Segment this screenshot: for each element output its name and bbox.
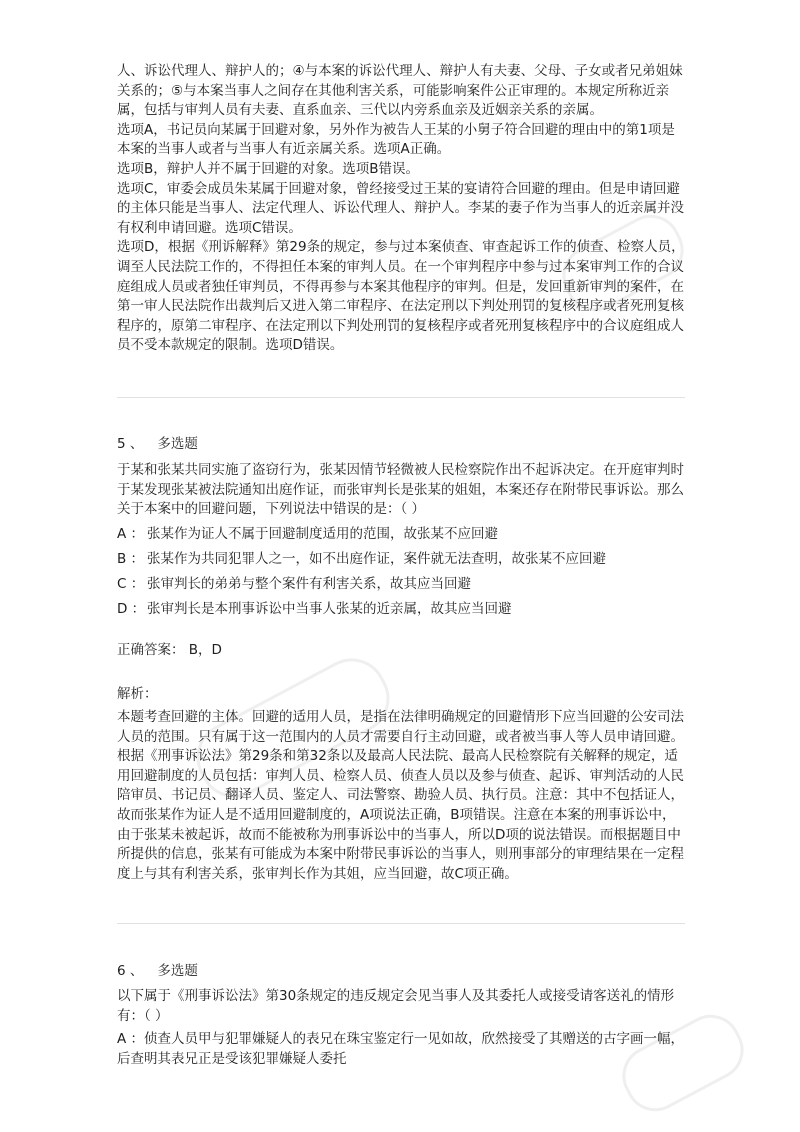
section-divider <box>117 397 685 398</box>
question-number: 6 、 <box>117 963 144 979</box>
answer-label: 正确答案： <box>117 642 185 658</box>
question-5-option-a[interactable] <box>117 524 685 544</box>
question-type: 多选题 <box>157 436 198 452</box>
question-6-option-a[interactable] <box>117 1030 685 1069</box>
previous-analysis <box>117 62 685 356</box>
analysis-paragraph: 选项A，书记员向某属于回避对象，另外作为被告人王某的小舅子符合回避的理由中的第1项是本案的当事人或者与当事人有近亲属关系。选项A正确。 <box>117 121 675 158</box>
option-label: B ： <box>117 551 145 567</box>
question-5-header <box>117 434 198 454</box>
option-label: D ： <box>117 601 146 617</box>
question-5-option-c[interactable] <box>117 574 685 594</box>
option-label: A ： <box>117 526 145 542</box>
answer-value: B，D <box>188 642 222 658</box>
option-label: C ： <box>117 576 145 592</box>
analysis-paragraph: 选项B，辩护人并不属于回避的对象。选项B错误。 <box>117 160 420 177</box>
analysis-paragraph: 人、诉讼代理人、辩护人的；④与本案的诉讼代理人、辩护人有夫妻、父母、子女或者兄弟姐妹关系的；⑤与本案当事人之间存在其他利害关系，可能影响案件公正审理的。本规定所称近亲属，包括与审判人员有夫妻、直系血亲、三代以内旁系血亲及近姻亲关系的亲属。 <box>117 63 683 119</box>
option-text: 张某作为共同犯罪人之一，如不出庭作证，案件就无法查明，故张某不应回避 <box>147 551 606 567</box>
option-text: 张审判长的弟弟与整个案件有利害关系，故其应当回避 <box>147 576 471 592</box>
question-5-stem: 于某和张某共同实施了盗窃行为，张某因情节轻微被人民检察院作出不起诉决定。在开庭审判时于某发现张某被法院通知出庭作证，而张审判长是张某的姐姐，本案还存在附带民事诉讼。那么关于本案中的回避问题，下列说法中错误的是：（ ） <box>117 462 684 518</box>
question-6-stem: 以下属于《刑事诉讼法》第30条规定的违反规定会见当事人及其委托人或接受请客送礼的情形有：（ ） <box>117 988 675 1024</box>
correct-answer <box>117 640 685 660</box>
question-type: 多选题 <box>157 963 198 979</box>
option-text: 张某作为证人不属于回避制度适用的范围，故张某不应回避 <box>147 526 498 542</box>
analysis-paragraph: 选项D，根据《刑诉解释》第29条的规定，参与过本案侦查、审查起诉工作的侦查、检察人员，调至人民法院工作的，不得担任本案的审判人员。在一个审判程序中参与过本案审判工作的合议庭组成人员或者独任审判员，不得再参与本案其他程序的审判。但是，发回重新审判的案件，在第一审人民法院作出裁判后又进入第二审程序、在法定刑以下判处刑罚的复核程序或者死刑复核程序的，原第二审程序、在法定刑以下判处刑罚的复核程序或者死刑复核程序中的合议庭组成人员不受本款规定的限制。选项D错误。 <box>117 239 685 354</box>
analysis-paragraph: 选项C，审委会成员朱某属于回避对象，曾经接受过王某的宴请符合回避的理由。但是申请回避的主体只能是当事人、法定代理人、诉讼代理人、辩护人。李某的妻子作为当事人的近亲属并没有权利申请回避。选项C错误。 <box>117 180 684 236</box>
question-5-option-d[interactable] <box>117 599 685 619</box>
option-text: 张审判长是本刑事诉讼中当事人张某的近亲属，故其应当回避 <box>147 601 512 617</box>
question-5-analysis: 本题考查回避的主体。回避的适用人员，是指在法律明确规定的回避情形下应当回避的公安司法人员的范围。只有属于这一范围内的人员才需要自行主动回避，或者被当事人等人员申请回避。根据《刑事诉讼法》第29条和第32条以及最高人民法院、最高人民检察院有关解释的规定，适用回避制度的人员包括：审判人员、检察人员、侦查人员以及参与侦查、起诉、审判活动的人民陪审员、书记员、翻译人员、鉴定人、司法警察、勘验人员、执行员。注意：其中不包括证人，故而张某作为证人是不适用回避制度的，A项说法正确，B项错误。注意在本案的刑事诉讼中，由于张某未被起诉，故而不能被称为刑事诉讼中的当事人，所以D项的说法错误。而根据题目中所提供的信息，张某有可能成为本案中附带民事诉讼的当事人，则刑事部分的审理结果在一定程度上与其有利害关系，张审判长作为其姐，应当回避，故C项正确。 <box>117 709 684 882</box>
section-divider <box>117 923 685 924</box>
option-text: 侦查人员甲与犯罪嫌疑人的表兄在珠宝鉴定行一见如故，欣然接受了其赠送的古字画一幅，后查明其表兄正是受该犯罪嫌疑人委托 <box>117 1031 685 1067</box>
question-6-header <box>117 961 198 981</box>
analysis-label: 解析： <box>117 686 158 702</box>
option-label: A ： <box>117 1031 145 1047</box>
question-5-option-b[interactable] <box>117 549 685 569</box>
question-number: 5 、 <box>117 436 144 452</box>
